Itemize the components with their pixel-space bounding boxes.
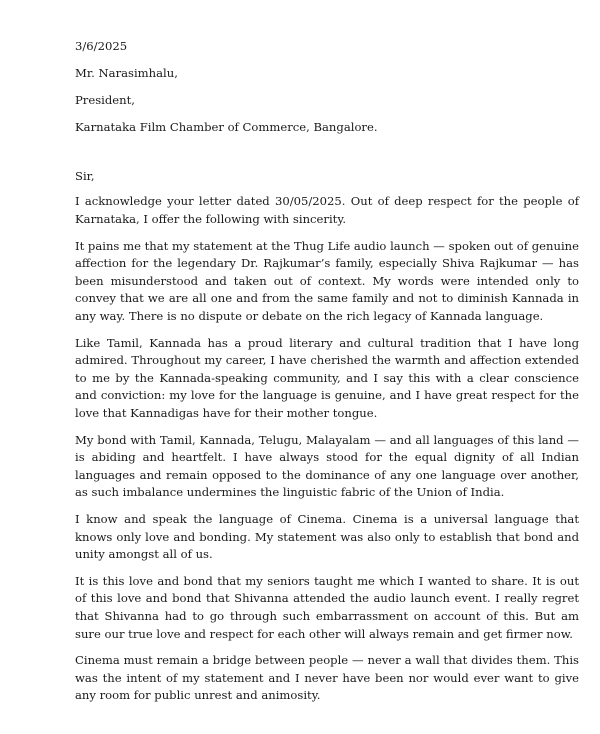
paragraph-acknowledgement: I acknowledge your letter dated 30/05/2025. Out of deep respect for the people of Karnataka, I offer the following with sincerity. <box>75 194 579 227</box>
paragraph-cinema-bridge: Cinema must remain a bridge between people — never a wall that divides them. This was the intent of my statement and I never have been nor would ever want to give any room for public unrest and animosity. <box>75 653 579 703</box>
spacer <box>75 145 579 167</box>
paragraph-cinema-language: I know and speak the language of Cinema. Cinema is a universal language that knows only love and bonding. My statement was also only to establish that bond and unity amongst all of us. <box>75 511 579 562</box>
paragraph-language-bond: My bond with Tamil, Kannada, Telugu, Malayalam — and all languages of this land — is abiding and heartfelt. I have always stood for the equal dignity of all Indian languages and remain opposed to the dominance of any one language over another, as such imbalance undermines the linguistic fabric of the Union of India. <box>75 432 579 500</box>
recipient-organization: Karnataka Film Chamber of Commerce, Bangalore. <box>75 119 378 134</box>
salutation: Sir, <box>75 168 95 183</box>
paragraph-statement-context: It pains me that my statement at the Thug Life audio launch — spoken out of genuine affection for the legendary Dr. Rajkumar’s family, especially Shiva Rajkumar — has been misunderstood and taken out of context. My words were intended only to convey that we are all one and from the same family and not to diminish Kannada in any way. There is no dispute or debate on the rich legacy of Kannada language. <box>75 238 579 324</box>
paragraph-love-and-bond: It is this love and bond that my seniors taught me which I wanted to share. It is out of this love and bond that Shivanna attended the audio launch event. I really regret that Shivanna had to go through such embarrassment on account of this. But am sure our true love and respect for each other will always remain and get firmer now. <box>75 573 579 641</box>
recipient-title: President, <box>75 92 135 107</box>
recipient-name: Mr. Narasimhalu, <box>75 65 178 80</box>
letter-page <box>75 37 579 714</box>
paragraph-kannada-tradition: Like Tamil, Kannada has a proud literary and cultural tradition that I have long admired. Throughout my career, I have cherished the warmth and affection extended to me by the Kannada-speaking community, and I say this with a clear conscience and conviction: my love for the language is genuine, and I have great respect for the love that Kannadigas have for their mother tongue. <box>75 335 579 420</box>
letter-date: 3/6/2025 <box>75 39 128 53</box>
